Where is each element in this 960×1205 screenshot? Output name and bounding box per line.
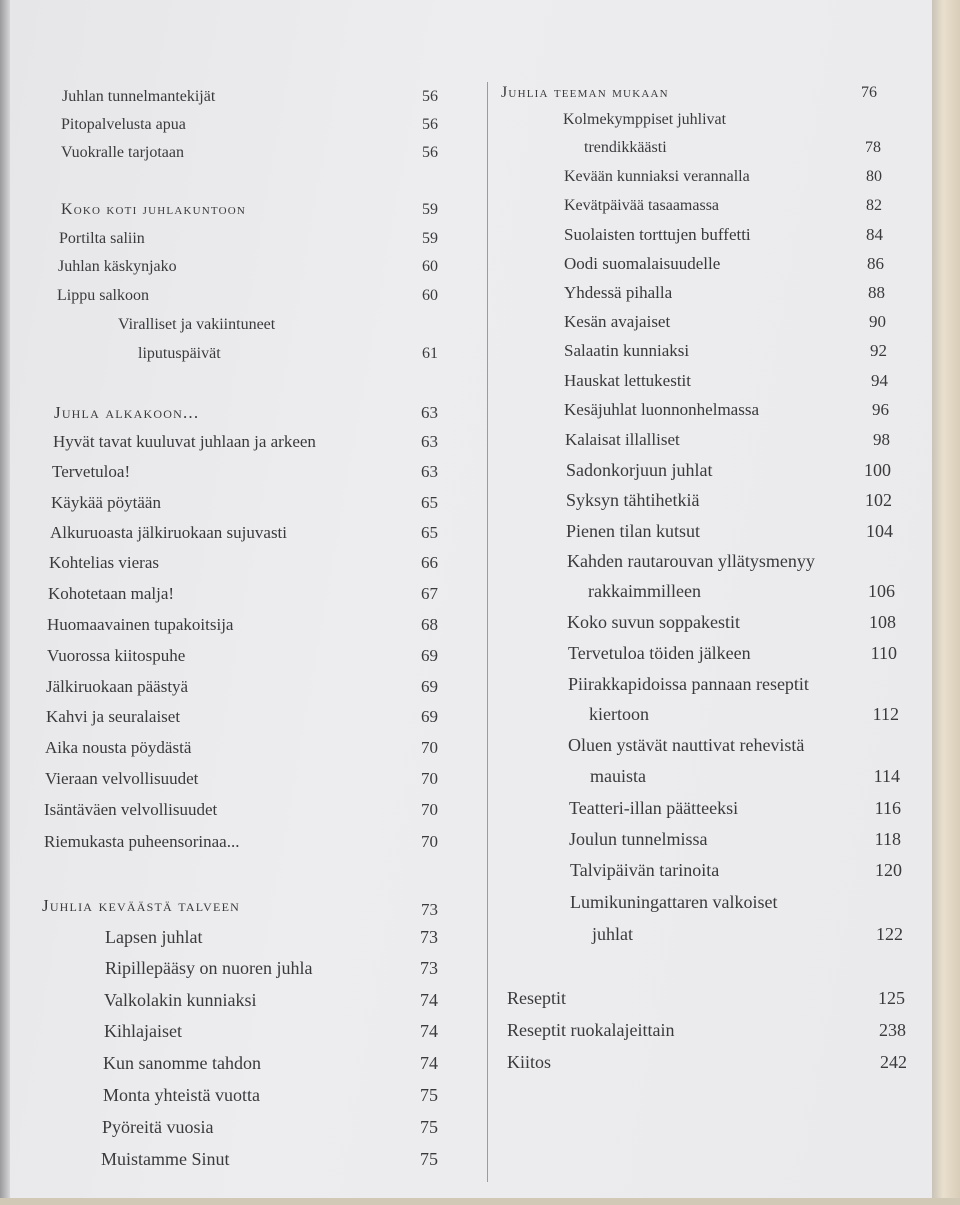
toc-entry-page: 70	[421, 832, 438, 851]
toc-entry	[101, 1146, 438, 1172]
toc-entry-title: Kohtelias vieras	[49, 553, 159, 572]
toc-entry-title: trendikkäästi	[584, 139, 667, 156]
toc-entry-page: 238	[879, 1020, 906, 1040]
toc-entry-page: 67	[421, 584, 438, 603]
toc-entry-page: 118	[874, 829, 901, 849]
toc-entry-page: 63	[421, 432, 438, 451]
toc-entry-page: 80	[866, 168, 882, 185]
toc-entry-page: 125	[878, 988, 905, 1008]
toc-entry	[564, 338, 887, 364]
toc-entry	[569, 826, 901, 852]
toc-entry-page: 106	[868, 581, 895, 601]
toc-entry	[590, 763, 900, 789]
toc-entry	[102, 1114, 438, 1140]
toc-entry	[567, 548, 894, 574]
toc-entry-title: Joulun tunnelmissa	[569, 829, 708, 849]
toc-entry	[564, 397, 889, 423]
toc-entry-title: Aika nousta pöydästä	[45, 738, 192, 757]
toc-entry	[44, 797, 438, 823]
toc-entry-page: 70	[421, 738, 438, 757]
toc-entry-title: Tervetuloa!	[52, 462, 131, 481]
toc-entry	[569, 795, 901, 821]
toc-entry	[58, 254, 438, 280]
toc-entry	[49, 550, 438, 576]
toc-entry-title: Pyöreitä vuosia	[102, 1117, 214, 1137]
toc-entry-title: Isäntäväen velvollisuudet	[44, 800, 218, 819]
toc-entry-title: Kolmekymppiset juhlivat	[563, 111, 727, 128]
toc-entry	[564, 309, 886, 335]
toc-entry	[563, 107, 881, 133]
toc-entry-title: juhlat	[592, 924, 633, 944]
toc-entry	[103, 1082, 438, 1108]
toc-entry	[59, 226, 438, 252]
toc-entry-title: Suolaisten torttujen buffetti	[564, 225, 751, 244]
toc-entry-page: 60	[422, 258, 438, 275]
toc-entry-title: Lumikuningattaren valkoiset	[570, 892, 778, 912]
toc-entry-page: 74	[420, 1053, 438, 1073]
toc-entry	[507, 1017, 906, 1043]
toc-entry-page: 82	[866, 197, 882, 214]
toc-entry-page: 94	[871, 371, 888, 390]
toc-entry-title: Lapsen juhlat	[105, 927, 203, 947]
toc-entry	[103, 1050, 438, 1076]
toc-entry-title: Juhlan käskynjako	[58, 258, 177, 275]
toc-entry-title: Käykää pöytään	[51, 493, 161, 512]
toc-entry-page: 104	[866, 521, 893, 541]
toc-entry	[565, 427, 890, 453]
toc-entry-title: Kevään kunniaksi verannalla	[564, 168, 750, 185]
toc-entry-title: Oodi suomalaisuudelle	[564, 254, 721, 273]
toc-entry	[592, 921, 903, 947]
toc-entry-title: Monta yhteistä vuotta	[103, 1085, 260, 1105]
toc-entry-title: Yhdessä pihalla	[564, 283, 673, 302]
toc-entry-title: liputuspäivät	[138, 345, 221, 362]
toc-entry	[62, 84, 438, 110]
toc-entry-title: Riemukasta puheensorinaa...	[44, 832, 240, 851]
toc-entry-title: Teatteri-illan päätteeksi	[569, 798, 739, 818]
toc-entry-title: Vieraan velvollisuudet	[45, 769, 199, 788]
toc-entry-page: 242	[880, 1052, 907, 1072]
toc-entry-page: 116	[874, 798, 901, 818]
toc-entry-title: Kahvi ja seuralaiset	[46, 707, 181, 726]
toc-entry-page: 69	[421, 707, 438, 726]
toc-entry-title: Kun sanomme tahdon	[103, 1053, 261, 1073]
toc-entry	[61, 140, 438, 166]
toc-entry-title: Reseptit ruokalajeittain	[507, 1020, 675, 1040]
toc-entry	[118, 312, 438, 338]
toc-entry-title: Muistamme Sinut	[101, 1149, 230, 1169]
toc-entry-title: Vuorossa kiitospuhe	[47, 646, 186, 665]
toc-entry-title: Reseptit	[507, 988, 566, 1008]
toc-entry-page: 108	[869, 612, 896, 632]
toc-entry-page: 98	[873, 430, 890, 449]
toc-entry-page: 84	[866, 225, 883, 244]
toc-entry	[564, 368, 888, 394]
toc-entry-title: Vuokralle tarjotaan	[61, 144, 184, 161]
toc-entry-title: Kesän avajaiset	[564, 312, 671, 331]
toc-entry	[61, 112, 438, 138]
page-edge-bottom	[0, 1198, 960, 1205]
toc-entry	[566, 457, 891, 483]
toc-entry-title: Kalaisat illalliset	[565, 430, 680, 449]
toc-entry-page: 110	[870, 643, 897, 663]
toc-entry-title: Talvipäivän tarinoita	[570, 860, 720, 880]
toc-entry-title: Viralliset ja vakiintuneet	[118, 316, 276, 333]
toc-entry	[568, 671, 898, 697]
toc-entry	[564, 193, 882, 219]
toc-entry-title: Salaatin kunniaksi	[564, 341, 690, 360]
toc-entry-title: Oluen ystävät nauttivat rehevistä	[568, 735, 805, 755]
toc-entry	[104, 1018, 438, 1044]
toc-entry	[564, 251, 884, 277]
toc-entry-page: 122	[876, 924, 903, 944]
toc-entry-title: Kohotetaan malja!	[48, 584, 175, 603]
toc-entry-page: 68	[421, 615, 438, 634]
toc-entry-page: 65	[421, 493, 438, 512]
toc-entry-page: 74	[420, 1021, 438, 1041]
toc-entry-title: Jälkiruokaan päästyä	[46, 677, 189, 696]
toc-entry-page: 69	[421, 677, 438, 696]
toc-entry-title: Hauskat lettukestit	[564, 371, 692, 390]
toc-entry-title: Lippu salkoon	[57, 287, 149, 304]
toc-entry-page: 120	[875, 860, 902, 880]
toc-entry	[45, 735, 438, 761]
toc-entry	[567, 609, 896, 635]
book-spine-shadow	[0, 0, 10, 1198]
toc-entry	[588, 578, 895, 604]
toc-entry	[570, 889, 903, 915]
toc-entry-title: Pitopalvelusta apua	[61, 116, 186, 133]
toc-entry-title: Juhla alkakoon...	[54, 403, 200, 422]
column-divider	[487, 82, 488, 1182]
page-edge-right	[932, 0, 960, 1205]
toc-entry-page: 73	[420, 927, 438, 947]
toc-entry-page: 90	[869, 312, 886, 331]
toc-entry-title: Kiitos	[507, 1052, 552, 1072]
toc-entry-page: 70	[421, 800, 438, 819]
toc-entry-title: Kihlajaiset	[104, 1021, 182, 1041]
toc-entry	[507, 1049, 907, 1075]
toc-entry	[44, 829, 438, 855]
toc-entry-page: 88	[868, 283, 885, 302]
toc-entry-page: 74	[420, 990, 438, 1010]
toc-entry-page: 100	[864, 460, 891, 480]
toc-entry	[570, 857, 902, 883]
toc-entry	[564, 164, 882, 190]
toc-entry-title: Koko koti juhlakuntoon	[61, 201, 247, 218]
toc-entry-title: Juhlan tunnelmantekijät	[62, 88, 216, 105]
toc-section-heading	[61, 197, 438, 223]
toc-entry	[51, 490, 438, 516]
toc-entry-page: 86	[867, 254, 884, 273]
toc-entry	[57, 283, 438, 309]
toc-entry-title: Piirakkapidoissa pannaan reseptit	[568, 674, 809, 694]
toc-entry-page: 56	[422, 144, 438, 161]
toc-entry	[53, 429, 438, 455]
toc-entry	[45, 766, 438, 792]
toc-entry-page: 56	[422, 88, 438, 105]
toc-entry-title: rakkaimmilleen	[588, 581, 701, 601]
toc-entry-page: 76	[861, 84, 877, 101]
toc-entry	[48, 581, 438, 607]
toc-entry-page: 73	[421, 900, 438, 919]
toc-entry-title: Koko suvun soppakestit	[567, 612, 740, 632]
toc-entry-page: 102	[865, 490, 892, 510]
toc-entry-page: 78	[865, 139, 881, 156]
toc-entry-page: 70	[421, 769, 438, 788]
toc-section-heading	[42, 893, 438, 919]
toc-entry-title: Hyvät tavat kuuluvat juhlaan ja arkeen	[53, 432, 316, 451]
toc-entry-page: 66	[421, 553, 438, 572]
toc-entry-page: 75	[420, 1085, 438, 1105]
toc-entry	[507, 985, 905, 1011]
toc-entry-page: 63	[421, 403, 438, 422]
toc-entry-title: kiertoon	[589, 704, 649, 724]
toc-entry	[566, 487, 892, 513]
toc-entry	[138, 341, 438, 367]
toc-entry	[564, 222, 883, 248]
toc-entry	[46, 674, 438, 700]
toc-entry	[52, 459, 438, 485]
toc-entry	[104, 987, 438, 1013]
toc-entry	[105, 955, 438, 981]
toc-entry-title: Syksyn tähtihetkiä	[566, 490, 700, 510]
toc-entry	[47, 643, 438, 669]
toc-entry-title: mauista	[590, 766, 646, 786]
toc-entry	[584, 135, 881, 161]
toc-entry-title: Juhlia keväästä talveen	[42, 896, 240, 915]
toc-entry	[568, 640, 897, 666]
toc-entry	[564, 280, 885, 306]
toc-entry-title: Sadonkorjuun juhlat	[566, 460, 713, 480]
toc-entry	[47, 612, 438, 638]
toc-entry-title: Portilta saliin	[59, 230, 145, 247]
toc-entry-page: 59	[422, 230, 438, 247]
toc-entry	[568, 732, 899, 758]
toc-entry-page: 73	[420, 958, 438, 978]
toc-entry-title: Huomaavainen tupakoitsija	[47, 615, 234, 634]
toc-entry	[566, 518, 893, 544]
toc-entry-page: 75	[420, 1117, 438, 1137]
toc-entry-title: Pienen tilan kutsut	[566, 521, 700, 541]
toc-entry-page: 61	[422, 345, 438, 362]
toc-entry	[105, 924, 438, 950]
toc-entry	[50, 520, 438, 546]
toc-entry-page: 69	[421, 646, 438, 665]
toc-entry-title: Alkuruoasta jälkiruokaan sujuvasti	[50, 523, 288, 542]
toc-entry-page: 60	[422, 287, 438, 304]
toc-entry-page: 112	[872, 704, 899, 724]
toc-entry-page: 63	[421, 462, 438, 481]
toc-entry-title: Ripillepääsy on nuoren juhla	[105, 958, 313, 978]
toc-entry	[589, 701, 899, 727]
toc-entry-title: Valkolakin kunniaksi	[104, 990, 257, 1010]
toc-entry-title: Juhlia teeman mukaan	[501, 84, 669, 101]
toc-entry-page: 114	[873, 766, 900, 786]
toc-entry-page: 96	[872, 400, 889, 419]
toc-entry	[46, 704, 438, 730]
toc-entry-page: 56	[422, 116, 438, 133]
toc-entry-page: 92	[870, 341, 887, 360]
toc-entry-title: Kevätpäivää tasaamassa	[564, 197, 720, 214]
toc-entry-page: 65	[421, 523, 438, 542]
toc-section-heading	[54, 400, 438, 426]
toc-entry-title: Tervetuloa töiden jälkeen	[568, 643, 751, 663]
toc-entry-page: 59	[422, 201, 438, 218]
toc-entry-page: 75	[420, 1149, 438, 1169]
toc-entry-title: Kesäjuhlat luonnonhelmassa	[564, 400, 759, 419]
toc-section-heading	[501, 80, 877, 106]
toc-entry-title: Kahden rautarouvan yllätysmenyy	[567, 551, 815, 571]
